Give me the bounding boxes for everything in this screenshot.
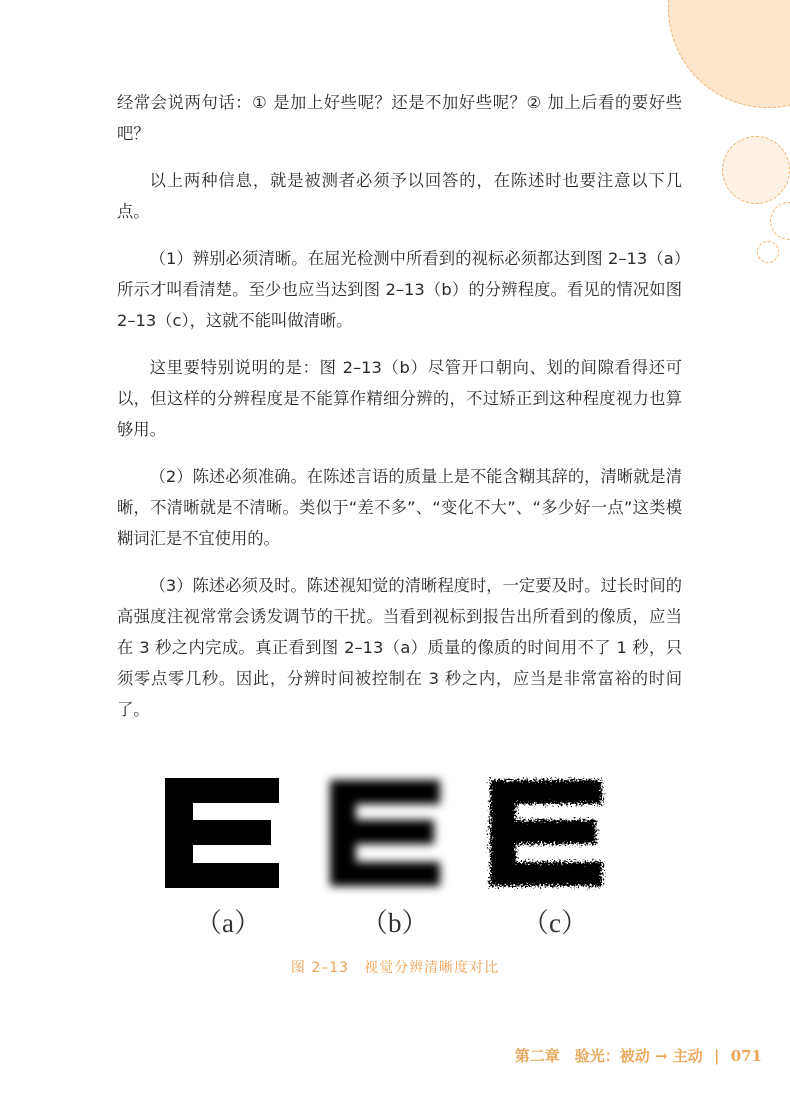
e-charts (165, 768, 615, 898)
decorative-circle-tiny (757, 241, 779, 263)
e-optotype-noisy (490, 780, 602, 886)
paragraph-point-3: （3）陈述必须及时。陈述视知觉的清晰程度时，一定要及时。过长时间的高强度注视常常会诱发调节的干扰。当看到视标到报告出所看到的像质，应当在 3 秒之内完成。真正看到图 2–13（a）质量的像质的时间用不了 1 秒，只须零点零几秒。因此，分辨时间被控制在 3 秒之内，应当是非常富裕的时间了。 (117, 576, 682, 719)
paragraph-note: 这里要特别说明的是：图 2–13（b）尽管开口朝向、划的间隙看得还可以，但这样的分辨程度是不能算作精细分辨的，不过矫正到这种程度视力也算够用。 (117, 358, 682, 439)
decorative-circle-large (668, 0, 790, 108)
e-optotype-sharp (165, 778, 279, 888)
figure-label-a: （a） (195, 908, 261, 938)
figure-label-b: （b） (361, 908, 429, 938)
decorative-circle-medium (722, 136, 790, 204)
figure-e-comparison (165, 768, 615, 938)
paragraph-continuation: 经常会说两句话：① 是加上好些呢？还是不加好些呢？② 加上后看的要好些吧？ (117, 93, 682, 143)
chapter-title: 第二章 验光：被动 → 主动 (514, 1047, 703, 1065)
e-optotype-blurred (330, 780, 440, 886)
page-number: 071 (730, 1047, 762, 1065)
footer-separator: | (713, 1047, 720, 1065)
page-footer (515, 1045, 762, 1066)
paragraph-point-2: （2）陈述必须准确。在陈述言语的质量上是不能含糊其辞的，清晰就是清晰，不清晰就是不清晰。类似于“差不多”、“变化不大”、“多少好一点”这类模糊词汇是不宜使用的。 (117, 467, 682, 548)
paragraph-intro: 以上两种信息，就是被测者必须予以回答的，在陈述时也要注意以下几点。 (117, 171, 682, 221)
body-text (117, 87, 682, 741)
decorative-circle-small (770, 202, 790, 240)
paragraph-point-1: （1）辨别必须清晰。在屈光检测中所看到的视标必须都达到图 2–13（a）所示才叫看清楚。至少也应当达到图 2–13（b）的分辨程度。看见的情况如图 2–13（c），这就不能叫做清晰。 (117, 249, 682, 330)
figure-caption: 图 2–13 视觉分辨清晰度对比 (290, 960, 500, 976)
figure-label-c: （c） (522, 908, 588, 938)
